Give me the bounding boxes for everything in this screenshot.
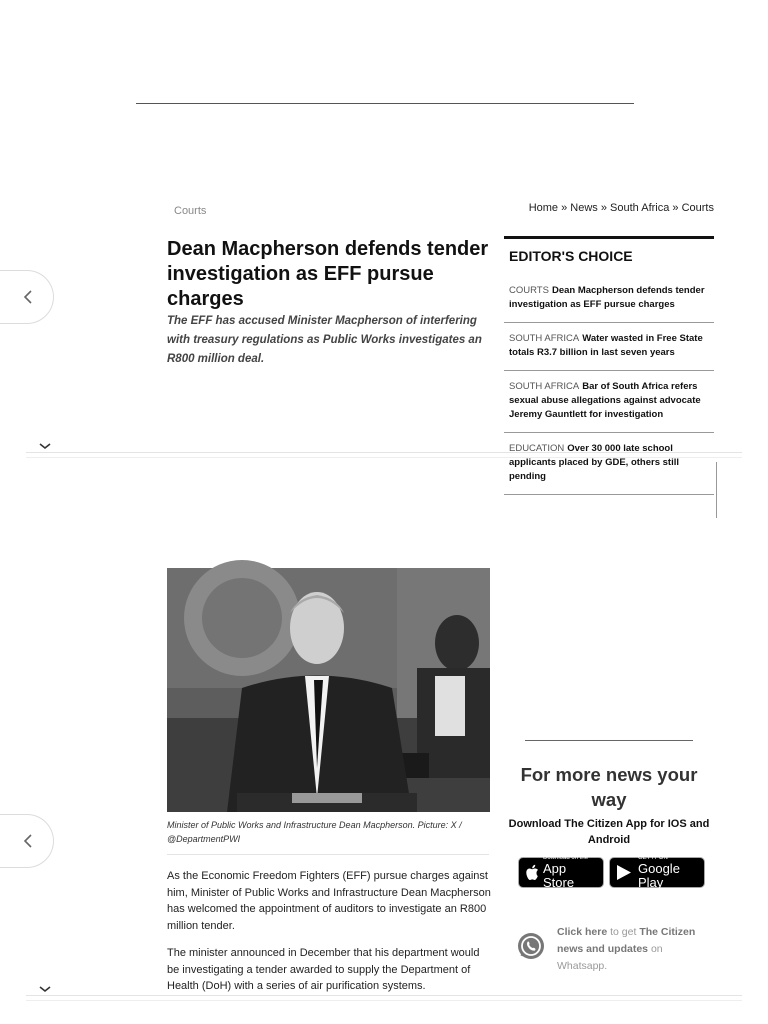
section-divider: [26, 452, 742, 458]
page-title: Dean Macpherson defends tender investigation as EFF pursue charges: [167, 238, 489, 310]
item-title: Over 30 000 late school applicants placed by GDE, others still pending: [509, 443, 679, 482]
breadcrumb-courts[interactable]: Courts: [681, 202, 714, 214]
breadcrumb-news[interactable]: News: [570, 202, 598, 214]
app-promo-subtitle: Download The Citizen App for IOS and Android: [508, 818, 710, 846]
chevron-left-icon: [23, 833, 33, 849]
item-category: EDUCATION: [509, 443, 565, 454]
editors-choice-item[interactable]: [504, 380, 714, 433]
item-title: Bar of South Africa refers sexual abuse allegations against advocate Jeremy Gauntlett for investigation: [509, 381, 701, 420]
google-play-button[interactable]: [609, 857, 705, 888]
category-label[interactable]: Courts: [174, 205, 207, 217]
article-paragraph: As the Economic Freedom Fighters (EFF) pursue charges against him, Minister of Public Works and Infrastructure Dean Macpherson has welcomed the appointment of auditors to investigate an R800 million tender.: [167, 870, 491, 932]
item-title: Water wasted in Free State totals R3.7 billion in last seven years: [509, 333, 703, 358]
whatsapp-link[interactable]: Click here: [557, 926, 608, 938]
whatsapp-icon[interactable]: [516, 931, 546, 961]
editors-choice-item[interactable]: [504, 442, 714, 495]
google-play-small-label: GET IT ON: [638, 855, 668, 861]
item-category: SOUTH AFRICA: [509, 333, 580, 344]
google-play-icon: [616, 864, 632, 881]
item-category: COURTS: [509, 285, 549, 296]
editors-choice-panel: [504, 236, 714, 482]
minister-photo-illustration: [167, 568, 490, 812]
app-store-button[interactable]: [518, 857, 604, 888]
apple-icon: [525, 864, 539, 881]
chevron-down-icon[interactable]: [38, 984, 52, 994]
article-standfirst: The EFF has accused Minister Macpherson of interfering with treasury regulations as Public Works investigates an R800 million deal.: [167, 315, 482, 365]
editors-choice-title: EDITOR'S CHOICE: [509, 248, 633, 264]
whatsapp-cta: Click here to get The Citizen news and updates on Whatsapp.: [557, 926, 696, 972]
editors-choice-item[interactable]: [504, 284, 714, 323]
breadcrumb-south-africa[interactable]: South Africa: [610, 202, 670, 214]
chevron-left-icon: [23, 289, 33, 305]
prev-slide-button[interactable]: [0, 270, 54, 324]
sidebar-divider: [525, 740, 693, 741]
chevron-down-icon[interactable]: [38, 441, 52, 451]
editors-choice-item[interactable]: [504, 332, 714, 371]
item-title: Dean Macpherson defends tender investigation as EFF pursue charges: [509, 285, 705, 310]
breadcrumb-home[interactable]: Home: [528, 202, 559, 214]
app-store-small-label: Download on the: [543, 855, 589, 861]
article-paragraph: The minister announced in December that his department would be investigating a tender awarded to supply the Department of Health (DoH) with a series of air purification systems.: [167, 947, 480, 992]
google-play-label: Google Play: [638, 861, 680, 890]
article-photo: [167, 568, 490, 812]
app-store-label: App Store: [543, 861, 575, 890]
prev-slide-button[interactable]: [0, 814, 54, 868]
item-category: SOUTH AFRICA: [509, 381, 580, 392]
app-promo-title: For more news your way: [520, 764, 698, 810]
whatsapp-brand: The Citizen news and updates: [557, 926, 696, 955]
breadcrumb: Home » News » South Africa » Courts: [528, 202, 714, 214]
image-caption: Minister of Public Works and Infrastructure Dean Macpherson. Picture: X / @DepartmentPWI: [167, 818, 489, 855]
section-divider: [26, 995, 742, 1001]
top-divider: [136, 103, 634, 104]
scroll-indicator: [716, 462, 717, 518]
